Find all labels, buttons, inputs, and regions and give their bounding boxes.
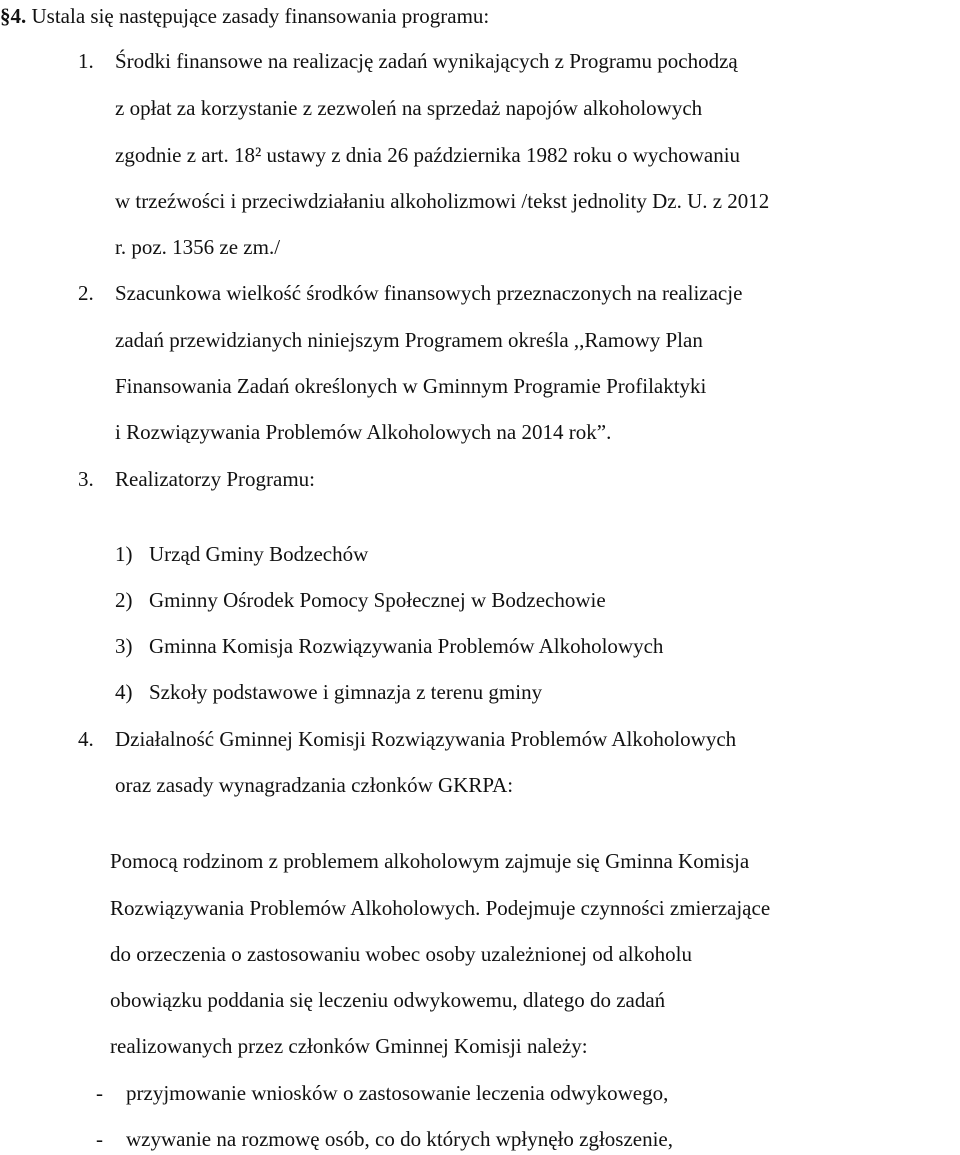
item-4-line-2: oraz zasady wynagradzania członków GKRPA:: [115, 773, 514, 797]
subitem-2-number: 2): [115, 588, 133, 612]
paragraph-line-2: Rozwiązywania Problemów Alkoholowych. Podejmuje czynności zmierzające: [110, 896, 771, 920]
paragraph-line-5: realizowanych przez członków Gminnej Komisji należy:: [110, 1034, 588, 1058]
section-heading: [0, 6, 489, 27]
item-1-line-2: z opłat za korzystanie z zezwoleń na sprzedaż napojów alkoholowych: [115, 96, 703, 120]
item-4-number: 4.: [78, 727, 94, 751]
item-1-line-3: zgodnie z art. 18² ustawy z dnia 26 października 1982 roku o wychowaniu: [115, 143, 741, 167]
item-1-line-5: r. poz. 1356 ze zm./: [115, 235, 281, 259]
subitem-4-text: Szkoły podstawowe i gimnazja z terenu gminy: [149, 680, 543, 704]
subitem-2-text: Gminny Ośrodek Pomocy Społecznej w Bodzechowie: [149, 588, 606, 612]
bullet-2-text: wzywanie na rozmowę osób, co do których wpłynęło zgłoszenie,: [126, 1127, 674, 1151]
section-number: §4.: [0, 4, 27, 28]
item-1-number: 1.: [78, 49, 94, 73]
subitem-1-text: Urząd Gminy Bodzechów: [149, 542, 369, 566]
item-2-number: 2.: [78, 281, 94, 305]
bullet-1-text: przyjmowanie wniosków o zastosowanie leczenia odwykowego,: [126, 1081, 669, 1105]
item-1-line-4: w trzeźwości i przeciwdziałaniu alkoholizmowi /tekst jednolity Dz. U. z 2012: [115, 189, 770, 213]
item-2-line-4: i Rozwiązywania Problemów Alkoholowych na 2014 rok”.: [115, 420, 612, 444]
item-2-line-1: Szacunkowa wielkość środków finansowych przeznaczonych na realizacje: [115, 281, 743, 305]
paragraph-line-3: do orzeczenia o zastosowaniu wobec osoby uzależnionej od alkoholu: [110, 942, 692, 966]
item-3-number: 3.: [78, 467, 94, 491]
item-2-line-3: Finansowania Zadań określonych w Gminnym Programie Profilaktyki: [115, 374, 707, 398]
item-1-line-1: Środki finansowe na realizację zadań wynikających z Programu pochodzą: [115, 49, 738, 73]
subitem-1-number: 1): [115, 542, 133, 566]
bullet-2-dash: -: [96, 1127, 103, 1151]
section-heading-text: Ustala się następujące zasady finansowania programu:: [26, 4, 490, 28]
item-4-line-1: Działalność Gminnej Komisji Rozwiązywania Problemów Alkoholowych: [115, 727, 737, 751]
paragraph-line-1: Pomocą rodzinom z problemem alkoholowym zajmuje się Gminna Komisja: [110, 849, 750, 873]
subitem-3-text: Gminna Komisja Rozwiązywania Problemów Alkoholowych: [149, 634, 664, 658]
paragraph-line-4: obowiązku poddania się leczeniu odwykowemu, dlatego do zadań: [110, 988, 666, 1012]
subitem-4-number: 4): [115, 680, 133, 704]
bullet-1-dash: -: [96, 1081, 103, 1105]
item-2-line-2: zadań przewidzianych niniejszym Programem określa ,,Ramowy Plan: [115, 328, 703, 352]
subitem-3-number: 3): [115, 634, 133, 658]
item-3-title: Realizatorzy Programu:: [115, 467, 316, 491]
